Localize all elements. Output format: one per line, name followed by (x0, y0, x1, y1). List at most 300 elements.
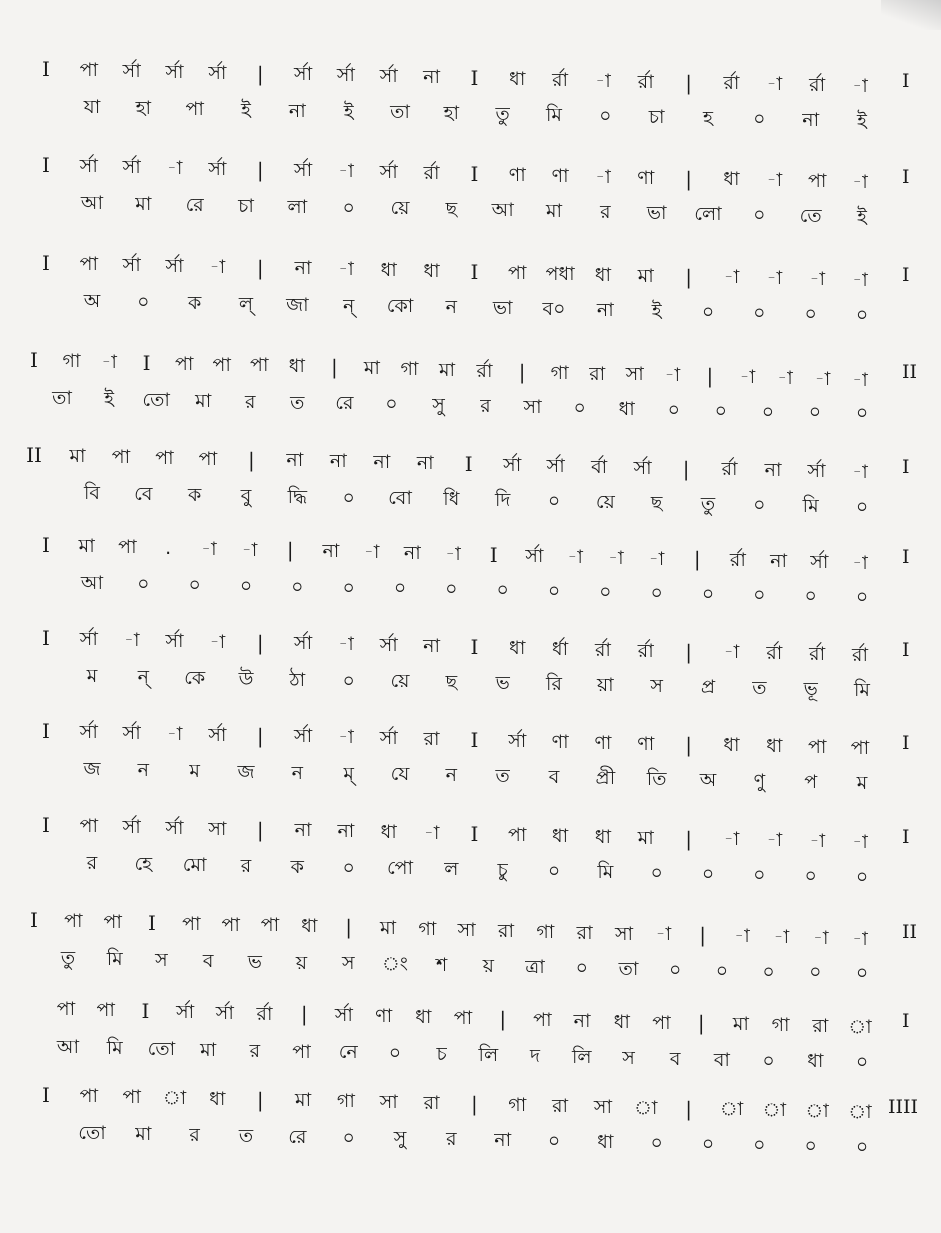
swara-note: া (162, 1086, 187, 1109)
bar-mark: I (470, 162, 479, 186)
swara-note: -া (241, 538, 258, 561)
swara-note: র্সা (165, 629, 184, 652)
swara-note: র্সা (122, 721, 141, 744)
swara-note: না (294, 819, 312, 842)
bar-mark: I (470, 822, 479, 846)
lyric-syllable: ০ (701, 582, 715, 605)
lyric-syllable: জ (237, 760, 255, 783)
swara-note: র্রা (423, 162, 440, 185)
lyric-syllable: স (622, 1046, 635, 1069)
lyric-syllable: স (650, 674, 663, 697)
lyric-syllable: ছ (445, 671, 458, 694)
swara-note: গা (400, 358, 419, 380)
lyric-syllable: না (596, 299, 614, 321)
lyric-syllable: মি (802, 494, 819, 517)
swara-note: র্সা (165, 816, 184, 839)
lyric-syllable: না (494, 1129, 512, 1152)
lyric-line (0, 381, 941, 425)
end-bar-mark: IIII (888, 1096, 919, 1118)
swara-note: র্রা (476, 359, 493, 382)
swara-note: -া (766, 73, 783, 96)
bar-mark: II (26, 443, 42, 467)
swara-note: গা (336, 1090, 355, 1113)
swara-note: র্রা (809, 643, 826, 666)
lyric-syllable: ০ (650, 1131, 663, 1154)
swara-line (0, 148, 941, 194)
lyric-syllable: র (446, 1128, 457, 1151)
lyric-syllable: মো (182, 853, 207, 876)
lyric-syllable: ভ (247, 950, 262, 973)
swara-note: গা (508, 1093, 527, 1116)
swara-note: র্সা (176, 1000, 195, 1023)
swara-note: ধা (594, 825, 612, 848)
end-bar-mark: I (902, 639, 910, 661)
lyric-syllable: জা (286, 293, 309, 316)
swara-note: পা (250, 354, 269, 377)
lyric-syllable: মা (135, 1122, 152, 1145)
bar-mark: I (42, 533, 50, 557)
swara-note: -া (595, 165, 611, 188)
swara-note: -া (607, 546, 624, 569)
swara-note: ধা (423, 260, 440, 283)
swara-note: ধা (380, 821, 397, 844)
lyric-syllable: ই (241, 98, 251, 121)
swara-note: পা (103, 910, 122, 933)
lyric-syllable: তা (618, 957, 639, 980)
swara-note: ধা (552, 824, 569, 847)
swara-note: া (848, 1016, 872, 1038)
lyric-line (0, 90, 941, 132)
swara-note: র্সা (503, 453, 522, 476)
lyric-syllable: ০ (809, 961, 822, 984)
lyric-syllable: য়ে (595, 491, 615, 513)
bar-mark: | (685, 70, 692, 95)
swara-note: র্সা (79, 154, 98, 177)
lyric-syllable: ০ (855, 1135, 869, 1158)
swara-note: মা (379, 917, 397, 940)
lyric-syllable: ধা (807, 1050, 824, 1073)
swara-line (0, 903, 941, 950)
swara-note: রা (423, 1092, 440, 1115)
lyric-syllable: ত (238, 1124, 254, 1147)
lyric-syllable: য় (295, 951, 308, 974)
lyric-syllable: ০ (855, 495, 869, 518)
lyric-syllable: ০ (668, 958, 682, 981)
swara-note: -া (809, 268, 825, 291)
swara-note: না (329, 450, 347, 473)
bar-mark: I (470, 260, 479, 284)
lyric-syllable: ০ (753, 301, 766, 324)
swara-note: -া (209, 630, 226, 653)
lyric-syllable: ০ (496, 579, 509, 602)
swara-note: -া (852, 269, 868, 292)
lyric-syllable: ছ (650, 491, 663, 514)
lyric-syllable: জ (83, 758, 101, 780)
swara-note: -া (655, 923, 672, 946)
swara-note: পা (807, 736, 827, 759)
swara-note: র্ধা (552, 637, 569, 660)
swara-note: মা (732, 1013, 749, 1036)
swara-note: পা (118, 535, 137, 558)
lyric-syllable: ০ (188, 573, 201, 596)
swara-note: -া (852, 171, 868, 194)
lyric-syllable: ব০ (542, 298, 566, 321)
bar-mark: | (256, 255, 264, 280)
lyric-syllable: র (86, 852, 98, 874)
lyric-syllable: ০ (599, 581, 612, 603)
lyric-syllable: সা (523, 396, 542, 418)
bar-mark: | (330, 355, 338, 380)
lyric-syllable: ০ (804, 1134, 817, 1157)
bar-mark: I (148, 910, 156, 935)
swara-note: -া (852, 927, 868, 950)
lyric-syllable: ০ (761, 400, 775, 423)
lyric-syllable: ই (651, 299, 662, 322)
lyric-syllable: ০ (701, 300, 715, 323)
swara-note: র্সা (294, 725, 313, 748)
lyric-syllable: ম (189, 759, 200, 782)
lyric-syllable: ০ (342, 196, 355, 219)
swara-note: র্সা (379, 161, 398, 184)
swara-note: পা (174, 352, 194, 375)
swara-note: র্রা (809, 74, 826, 97)
lyric-syllable: কো (386, 295, 414, 318)
end-bar-mark: I (902, 826, 910, 848)
swara-note: গা (536, 920, 555, 943)
lyric-line (0, 186, 941, 228)
swara-note: -া (809, 830, 825, 853)
swara-note: না (573, 1009, 591, 1032)
swara-note: পা (221, 913, 240, 936)
swara-note: -া (101, 350, 117, 373)
bar-mark: I (42, 813, 50, 837)
swara-note: -া (852, 75, 868, 98)
lyric-syllable: র (600, 201, 611, 223)
notation-stanza (0, 808, 941, 888)
swara-note: র্সা (294, 63, 313, 86)
lyric-syllable: ই (104, 387, 114, 410)
swara-note: -া (766, 267, 783, 290)
lyric-syllable: ০ (388, 1042, 402, 1065)
lyric-syllable: তো (147, 1037, 176, 1060)
swara-note: না (286, 449, 304, 472)
lyric-syllable: ভ (495, 672, 510, 695)
lyric-syllable: বে (134, 482, 153, 505)
lyric-syllable: ক (188, 291, 202, 314)
swara-note: র্রা (637, 70, 654, 93)
lyric-syllable: মি (546, 104, 562, 127)
bar-mark: I (42, 251, 50, 275)
lyric-syllable: সু (393, 1127, 407, 1150)
lyric-syllable: তা (390, 101, 410, 124)
swara-note: -া (723, 828, 740, 851)
lyric-syllable: তা (52, 387, 72, 409)
swara-note: ধা (723, 168, 740, 191)
lyric-syllable: ত্রা (525, 956, 545, 978)
lyric-syllable: ছ (445, 198, 458, 221)
swara-note: পা (652, 1011, 671, 1034)
swara-note: মা (637, 826, 654, 849)
lyric-syllable: অ (699, 768, 717, 791)
bar-mark: I (464, 452, 473, 476)
lyric-syllable: ০ (547, 860, 561, 883)
bar-mark: | (685, 1096, 692, 1121)
lyric-syllable: বো (388, 487, 412, 510)
lyric-syllable: ০ (445, 578, 458, 601)
notation-stanza (0, 1078, 941, 1158)
lyric-syllable: ত (495, 765, 510, 788)
swara-note: ধা (509, 636, 526, 659)
swara-note: ণা (551, 730, 569, 753)
swara-note: -া (852, 461, 868, 484)
lyric-line (0, 476, 941, 518)
swara-note: র্সা (508, 729, 527, 752)
swara-note: -া (814, 367, 831, 390)
bar-mark: | (706, 364, 714, 389)
end-bar-mark: I (902, 70, 910, 92)
swara-note: র্সা (807, 460, 826, 483)
bar-mark: | (693, 547, 701, 572)
lyric-syllable: ০ (855, 865, 869, 888)
lyric-syllable: আ (80, 192, 104, 214)
lyric-syllable: ০ (808, 401, 822, 424)
lyric-syllable: বু (240, 484, 252, 507)
swara-note: ণা (637, 732, 655, 755)
lyric-syllable: ভূ (803, 677, 818, 700)
notation-stanza (0, 714, 941, 794)
lyric-syllable: ০ (342, 576, 355, 599)
swara-note: র্সা (208, 157, 227, 180)
lyric-syllable: যে (390, 763, 410, 786)
swara-note: মা (363, 357, 380, 380)
swara-note: -া (766, 169, 783, 192)
end-bar-mark: I (902, 732, 910, 754)
lyric-syllable: লি (478, 1044, 499, 1067)
swara-line (0, 343, 941, 391)
lyric-syllable: রি (546, 673, 562, 696)
lyric-syllable: মি (854, 678, 870, 701)
lyric-syllable: হা (443, 102, 460, 125)
swara-note: না (337, 820, 355, 843)
lyric-syllable: তে (799, 204, 822, 227)
swara-note: না (322, 540, 340, 563)
swara-note: -া (363, 541, 380, 564)
swara-note: পধা (545, 262, 575, 285)
bar-mark: I (470, 66, 479, 90)
lyric-syllable: ন (137, 758, 149, 781)
lyric-syllable: ০ (855, 962, 869, 985)
swara-line (0, 1078, 941, 1124)
lyric-syllable: মা (195, 389, 212, 412)
swara-note: পা (96, 998, 115, 1021)
lyric-syllable: ভা (492, 297, 513, 320)
bar-mark: | (345, 915, 353, 940)
lyric-syllable: হ (703, 106, 713, 129)
swara-note: র্রা (594, 638, 611, 661)
lyric-syllable: ০ (575, 956, 588, 979)
lyric-syllable: উ (238, 667, 254, 690)
swara-note: পা (198, 447, 218, 470)
swara-note: ণা (637, 166, 655, 189)
swara-note: পা (79, 1084, 99, 1107)
swara-note: র্সা (810, 551, 829, 574)
swara-note: -া (766, 829, 783, 852)
swara-note: র্বা (591, 455, 608, 478)
lyric-syllable: ব (669, 1047, 681, 1070)
bar-mark: | (685, 166, 692, 191)
lyric-syllable: ০ (804, 302, 817, 325)
lyric-syllable: য়ে (390, 670, 410, 693)
swara-note: না (373, 451, 391, 474)
lyric-syllable: নে (338, 1041, 358, 1064)
lyric-syllable: ধা (618, 397, 635, 420)
swara-note: -া (338, 633, 354, 656)
lyric-syllable: ০ (547, 1130, 561, 1153)
swara-note: া (634, 1096, 658, 1119)
lyric-syllable: ০ (715, 959, 729, 982)
lyric-syllable: তু (60, 947, 76, 969)
swara-note: র্সা (215, 1001, 234, 1024)
swara-line (0, 246, 941, 292)
swara-note: র্সা (294, 159, 313, 182)
lyric-syllable: প্রী (595, 767, 616, 789)
bar-mark: | (256, 630, 264, 655)
swara-note: র্রা (552, 68, 569, 91)
lyric-syllable: ং (381, 953, 408, 976)
bar-mark: | (300, 1002, 308, 1027)
lyric-syllable: র (240, 854, 252, 877)
lyric-syllable: ০ (137, 572, 150, 595)
notation-stanza (0, 343, 941, 423)
swara-note: -া (852, 552, 868, 574)
lyric-syllable: অ (83, 290, 101, 312)
swara-note: পা (508, 823, 527, 846)
lyric-syllable: হে (134, 852, 153, 875)
swara-note: র্সা (165, 254, 184, 277)
swara-note: পা (79, 58, 99, 81)
lyric-line (0, 941, 941, 985)
swara-note: রা (576, 921, 593, 944)
lyric-syllable: ০ (650, 581, 663, 604)
swara-note: ধা (766, 735, 783, 758)
swara-note: -া (423, 822, 440, 845)
swara-line (0, 714, 941, 760)
lyric-syllable: ০ (342, 486, 355, 509)
swara-note: সা (457, 918, 476, 941)
swara-note: না (764, 459, 782, 482)
lyric-line (0, 1030, 941, 1074)
swara-note: -া (739, 366, 756, 389)
swara-note: র্রা (723, 72, 740, 95)
swara-note: -া (595, 69, 611, 92)
lyric-line (0, 752, 941, 794)
swara-note: সা (208, 817, 227, 840)
lyric-syllable: ০ (137, 290, 150, 313)
lyric-syllable: ০ (650, 861, 663, 884)
lyric-syllable: লা (287, 195, 308, 218)
lyric-syllable: দ (530, 1045, 541, 1067)
swara-note: সা (625, 363, 644, 386)
swara-note: পা (64, 909, 83, 932)
lyric-syllable: ত (752, 676, 767, 699)
swara-line (0, 52, 941, 98)
swara-note: ণা (375, 1005, 393, 1028)
swara-note: -া (734, 925, 750, 948)
swara-note: ণা (508, 163, 526, 186)
lyric-syllable: ল্ (238, 292, 254, 315)
swara-note: গা (550, 361, 569, 384)
swara-note: ধা (209, 1087, 226, 1110)
swara-line (0, 621, 941, 667)
lyric-syllable: তো (78, 1122, 106, 1144)
lyric-syllable: তু (700, 492, 716, 515)
swara-line (0, 992, 941, 1038)
lyric-syllable: বা (713, 1048, 730, 1071)
lyric-syllable: ০ (599, 105, 612, 127)
swara-note: গা (62, 349, 81, 372)
bar-mark: | (256, 1087, 264, 1112)
lyric-syllable: ০ (855, 1051, 869, 1074)
notation-stanza (0, 992, 941, 1072)
bar-mark: | (518, 359, 526, 384)
lyric-syllable: ত (290, 391, 305, 414)
swara-note: পা (155, 446, 174, 469)
swara-note: -া (852, 831, 868, 854)
swara-note: ধা (301, 915, 318, 938)
lyric-syllable: রে (185, 193, 204, 216)
swara-note: রা (552, 1094, 569, 1117)
lyric-syllable: ০ (753, 1133, 766, 1156)
swara-note: র্রা (637, 639, 654, 662)
lyric-syllable: ০ (239, 574, 253, 597)
lyric-syllable: ধি (443, 488, 460, 511)
lyric-syllable: রে (335, 392, 354, 415)
swara-note: পা (212, 353, 231, 376)
swara-note: র্সা (122, 253, 141, 276)
lyric-syllable: চু (497, 859, 508, 882)
lyric-line (0, 846, 941, 888)
lyric-syllable: ন (445, 764, 457, 787)
swara-note: ধা (288, 355, 305, 378)
swara-line (0, 528, 941, 574)
bar-mark: | (697, 1011, 705, 1036)
lyric-syllable: ০ (291, 575, 304, 598)
swara-note: পা (182, 912, 201, 935)
swara-note: পা (508, 261, 527, 284)
bar-mark: I (42, 153, 50, 177)
lyric-syllable: চা (238, 194, 254, 217)
lyric-syllable: মা (200, 1038, 217, 1061)
lyric-syllable: মা (545, 200, 563, 223)
swara-note: র্সা (79, 720, 98, 743)
swara-note: না (423, 635, 441, 658)
lyric-line (0, 566, 941, 608)
notation-stanza (0, 903, 941, 983)
lyric-syllable: ভা (646, 201, 667, 224)
lyric-syllable: ০ (573, 396, 586, 419)
lyric-syllable: ০ (855, 303, 869, 326)
bar-mark: | (256, 817, 264, 842)
swara-note: -া (812, 927, 829, 949)
swara-note: সা (379, 1091, 398, 1114)
page-corner-shadow (881, 0, 941, 30)
bar-mark: | (286, 538, 294, 563)
lyric-syllable: মা (135, 192, 152, 215)
swara-note: -া (338, 160, 354, 183)
lyric-line (0, 1116, 941, 1158)
swara-note: র্সা (525, 544, 544, 567)
lyric-syllable: হা (135, 96, 152, 119)
